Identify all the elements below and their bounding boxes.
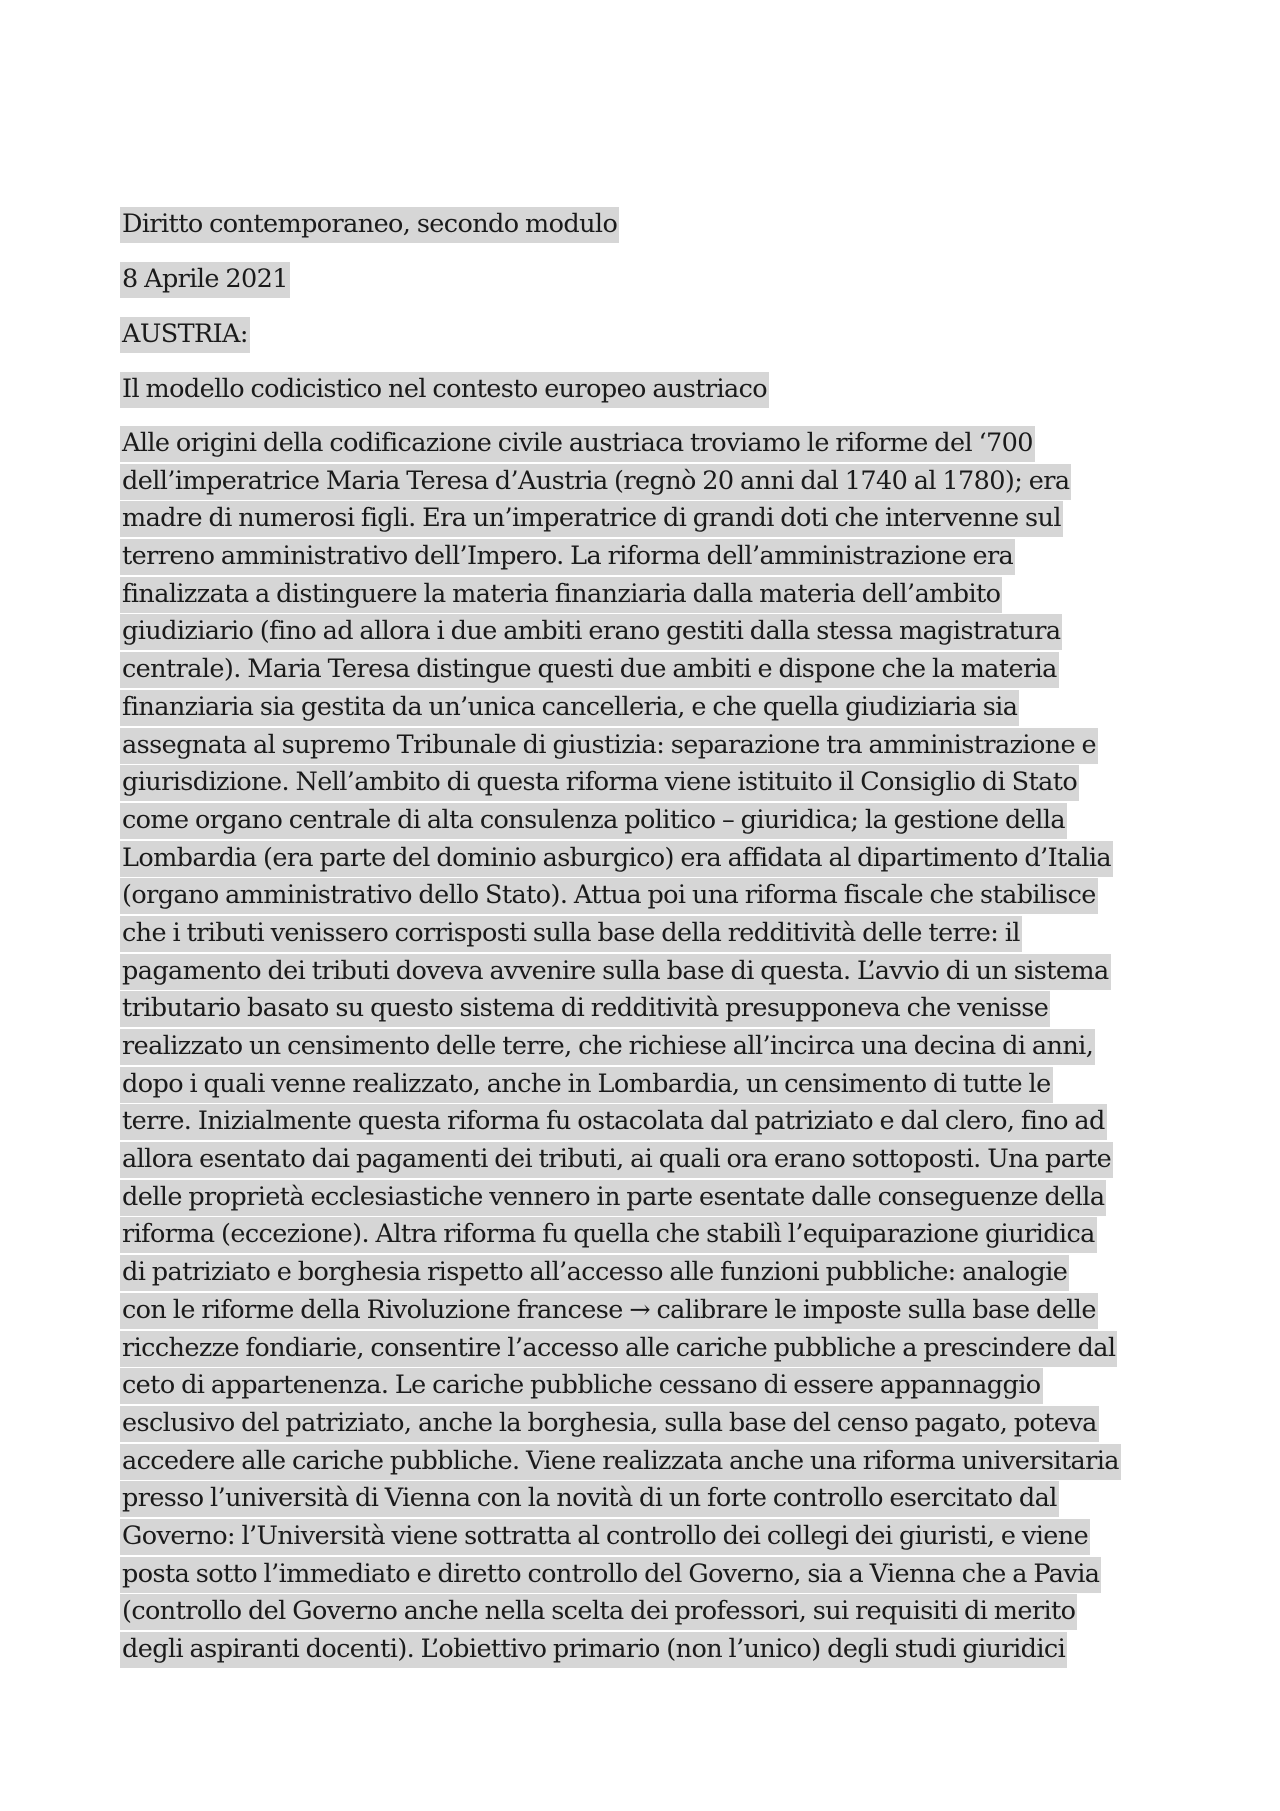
paragraph-line-text: Lombardia (era parte del dominio asburgico) era affidata al dipartimento d’Italia <box>120 841 1113 877</box>
paragraph-line-text: terreno amministrativo dell’Impero. La riforma dell’amministrazione era <box>120 539 1015 575</box>
paragraph-line-text: assegnata al supremo Tribunale di giustizia: separazione tra amministrazione e <box>120 728 1098 764</box>
paragraph-line <box>122 1330 1172 1368</box>
paragraph-line-text: (controllo del Governo anche nella scelta dei professori, sui requisiti di merito <box>120 1594 1077 1630</box>
paragraph-line-text: finanziaria sia gestita da un’unica cancelleria, e che quella giudiziaria sia <box>120 690 1019 726</box>
paragraph-line-text: posta sotto l’immediato e diretto controllo del Governo, sia a Vienna che a Pavia <box>120 1557 1101 1593</box>
paragraph-line-text: esclusivo del patriziato, anche la borghesia, sulla base del censo pagato, poteva <box>120 1406 1099 1442</box>
lecture-date <box>122 260 1172 298</box>
paragraph-line <box>122 1141 1172 1179</box>
section-title <box>122 370 1172 408</box>
paragraph-line-text: Alle origini della codificazione civile austriaca troviamo le riforme del ‘700 <box>120 426 1035 462</box>
paragraph-line <box>122 538 1172 576</box>
paragraph-line <box>122 1103 1172 1141</box>
paragraph-line-text: di patriziato e borghesia rispetto all’accesso alle funzioni pubbliche: analogie <box>120 1255 1069 1291</box>
country-heading <box>122 315 1172 353</box>
paragraph-line-text: giudiziario (fino ad allora i due ambiti erano gestiti dalla stessa magistratura <box>120 614 1062 650</box>
paragraph-line <box>122 877 1172 915</box>
paragraph-line-text: finalizzata a distinguere la materia finanziaria dalla materia dell’ambito <box>120 577 1002 613</box>
paragraph-line-text: allora esentato dai pagamenti dei tributi, ai quali ora erano sottoposti. Una parte <box>120 1142 1113 1178</box>
paragraph-line-text: terre. Inizialmente questa riforma fu ostacolata dal patriziato e dal clero, fino ad <box>120 1104 1107 1140</box>
paragraph-line-text: delle proprietà ecclesiastiche vennero in parte esentate dalle conseguenze della <box>120 1180 1106 1216</box>
paragraph-line <box>122 1405 1172 1443</box>
paragraph-line-text: realizzato un censimento delle terre, che richiese all’incirca una decina di anni, <box>120 1029 1095 1065</box>
paragraph-line <box>122 1480 1172 1518</box>
paragraph-line-text: tributario basato su questo sistema di redditività presupponeva che venisse <box>120 991 1050 1027</box>
paragraph-line <box>122 1254 1172 1292</box>
paragraph-line-text: ricchezze fondiarie, consentire l’accesso alle cariche pubbliche a prescindere dal <box>120 1331 1117 1367</box>
paragraph-line <box>122 689 1172 727</box>
paragraph-line <box>122 1292 1172 1330</box>
paragraph-line-text: ceto di appartenenza. Le cariche pubbliche cessano di essere appannaggio <box>120 1368 1043 1404</box>
course-title <box>122 205 1172 243</box>
paragraph-line <box>122 651 1172 689</box>
paragraph-line-text: madre di numerosi figli. Era un’imperatrice di grandi doti che intervenne sul <box>120 501 1063 537</box>
paragraph-line <box>122 576 1172 614</box>
paragraph-line <box>122 463 1172 501</box>
paragraph-line-text: che i tributi venissero corrisposti sulla base della redditività delle terre: il <box>120 916 1022 952</box>
section-title-text: Il modello codicistico nel contesto europeo austriaco <box>120 372 769 408</box>
paragraph-line-text: riforma (eccezione). Altra riforma fu quella che stabilì l’equiparazione giuridica <box>120 1217 1097 1253</box>
paragraph-line <box>122 1367 1172 1405</box>
paragraph-line <box>122 613 1172 651</box>
body-paragraph <box>122 425 1172 1669</box>
paragraph-line <box>122 500 1172 538</box>
paragraph-line <box>122 1179 1172 1217</box>
paragraph-line <box>122 1216 1172 1254</box>
paragraph-line <box>122 1593 1172 1631</box>
paragraph-line <box>122 727 1172 765</box>
paragraph-line-text: degli aspiranti docenti). L’obiettivo primario (non l’unico) degli studi giuridici <box>120 1632 1067 1668</box>
paragraph-line <box>122 840 1172 878</box>
paragraph-line-text: (organo amministrativo dello Stato). Attua poi una riforma fiscale che stabilisce <box>120 878 1098 914</box>
paragraph-line <box>122 425 1172 463</box>
paragraph-line <box>122 1066 1172 1104</box>
paragraph-line <box>122 1556 1172 1594</box>
document-content <box>122 205 1172 1669</box>
paragraph-line <box>122 1631 1172 1669</box>
paragraph-line <box>122 1443 1172 1481</box>
paragraph-line-text: centrale). Maria Teresa distingue questi due ambiti e dispone che la materia <box>120 652 1059 688</box>
paragraph-line-text: con le riforme della Rivoluzione francese → calibrare le imposte sulla base delle <box>120 1293 1098 1329</box>
paragraph-line-text: pagamento dei tributi doveva avvenire sulla base di questa. L’avvio di un sistema <box>120 954 1111 990</box>
paragraph-line-text: Governo: l’Università viene sottratta al controllo dei collegi dei giuristi, e viene <box>120 1519 1090 1555</box>
paragraph-line <box>122 990 1172 1028</box>
paragraph-line-text: dell’imperatrice Maria Teresa d’Austria (regnò 20 anni dal 1740 al 1780); era <box>120 464 1071 500</box>
paragraph-line <box>122 1518 1172 1556</box>
paragraph-line-text: presso l’università di Vienna con la novità di un forte controllo esercitato dal <box>120 1481 1059 1517</box>
paragraph-line-text: come organo centrale di alta consulenza politico – giuridica; la gestione della <box>120 803 1067 839</box>
paragraph-line-text: dopo i quali venne realizzato, anche in Lombardia, un censimento di tutte le <box>120 1067 1053 1103</box>
paragraph-line <box>122 915 1172 953</box>
paragraph-line-text: giurisdizione. Nell’ambito di questa riforma viene istituito il Consiglio di Stato <box>120 765 1079 801</box>
paragraph-line <box>122 953 1172 991</box>
paragraph-line-text: accedere alle cariche pubbliche. Viene realizzata anche una riforma universitaria <box>120 1444 1121 1480</box>
course-title-text: Diritto contemporaneo, secondo modulo <box>120 207 619 243</box>
lecture-date-text: 8 Aprile 2021 <box>120 262 290 298</box>
paragraph-line <box>122 1028 1172 1066</box>
paragraph-line <box>122 764 1172 802</box>
paragraph-line <box>122 802 1172 840</box>
country-heading-text: AUSTRIA: <box>120 317 250 353</box>
